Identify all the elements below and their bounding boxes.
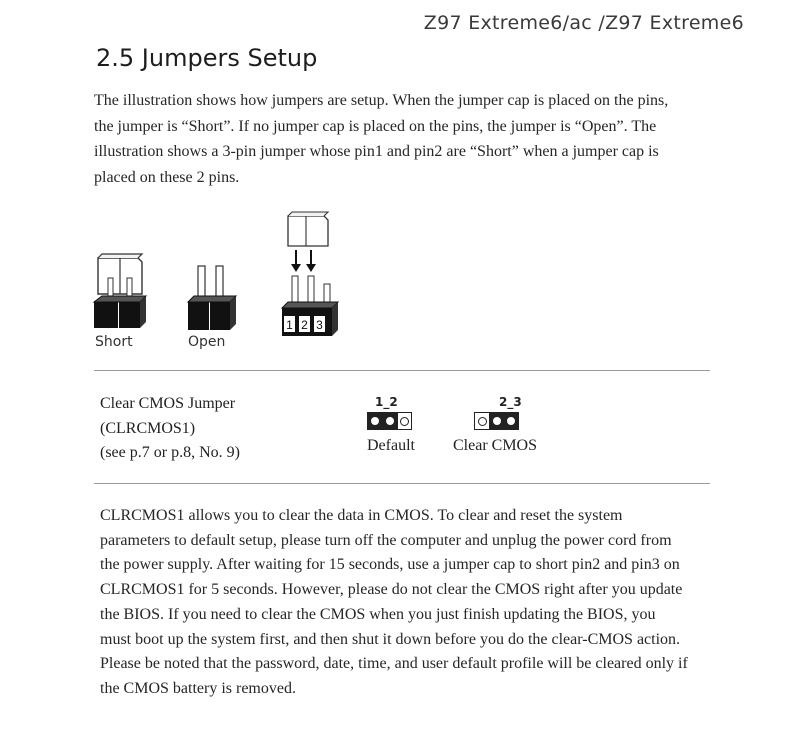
pin-3-shorted [503,412,519,430]
clear-pin-diagram [474,412,519,430]
description-paragraph: CLRCMOS1 allows you to clear the data in CMOS. To clear and reset the system parameters to default setup, please turn off the computer and unplug the power cord from the power supply. After waiting for 15 seconds, use a jumper cap to short pin2 and pin3 on CLRCMOS1 for 5 seconds. However, please do not clear the CMOS right after you update the BIOS. If you need to clear the CMOS when you just finish updating the BIOS, you must boot up the system first, and then shut it down before you do the clear-CMOS action. Please be noted that the password, date, time, and user default profile will be cleared only if the CMOS battery is removed. [100,507,688,697]
intro-paragraph: The illustration shows how jumpers are setup. When the jumper cap is placed on the pins, the jumper is “Short”. If no jumper cap is placed on the pins, the jumper is “Open”. The illustration shows a 3-pin jumper whose pin1 and pin2 are “Short” when a jumper cap is placed on these 2 pins. [94,92,669,186]
default-caption: Default [367,437,415,454]
short-jumper-illustration [92,252,148,334]
short-label: Short [95,334,133,350]
divider-bottom [94,483,710,484]
jumper-description [100,392,240,466]
jumper-name: Clear CMOS Jumper [100,395,236,412]
three-pin-jumper-illustration [280,210,342,340]
default-pin-diagram [367,412,412,430]
jumper-id: (CLRCMOS1) [100,419,196,437]
pin-number-3: 3 [316,318,323,332]
default-pins-title: 1_2 [375,395,398,409]
clear-caption: Clear CMOS [453,437,537,454]
open-jumper-illustration [186,262,238,334]
pin-number-2: 2 [301,318,308,332]
page-header: Z97 Extreme6/ac /Z97 Extreme6 [423,12,744,34]
pin-number-1: 1 [286,318,293,332]
jumper-reference: (see p.7 or p.8, No. 9) [100,444,240,461]
section-title: 2.5 Jumpers Setup [96,44,318,72]
clear-pins-title: 2_3 [499,395,522,409]
open-label: Open [188,334,226,350]
divider-top [94,370,710,371]
pin-3-open [396,412,412,430]
